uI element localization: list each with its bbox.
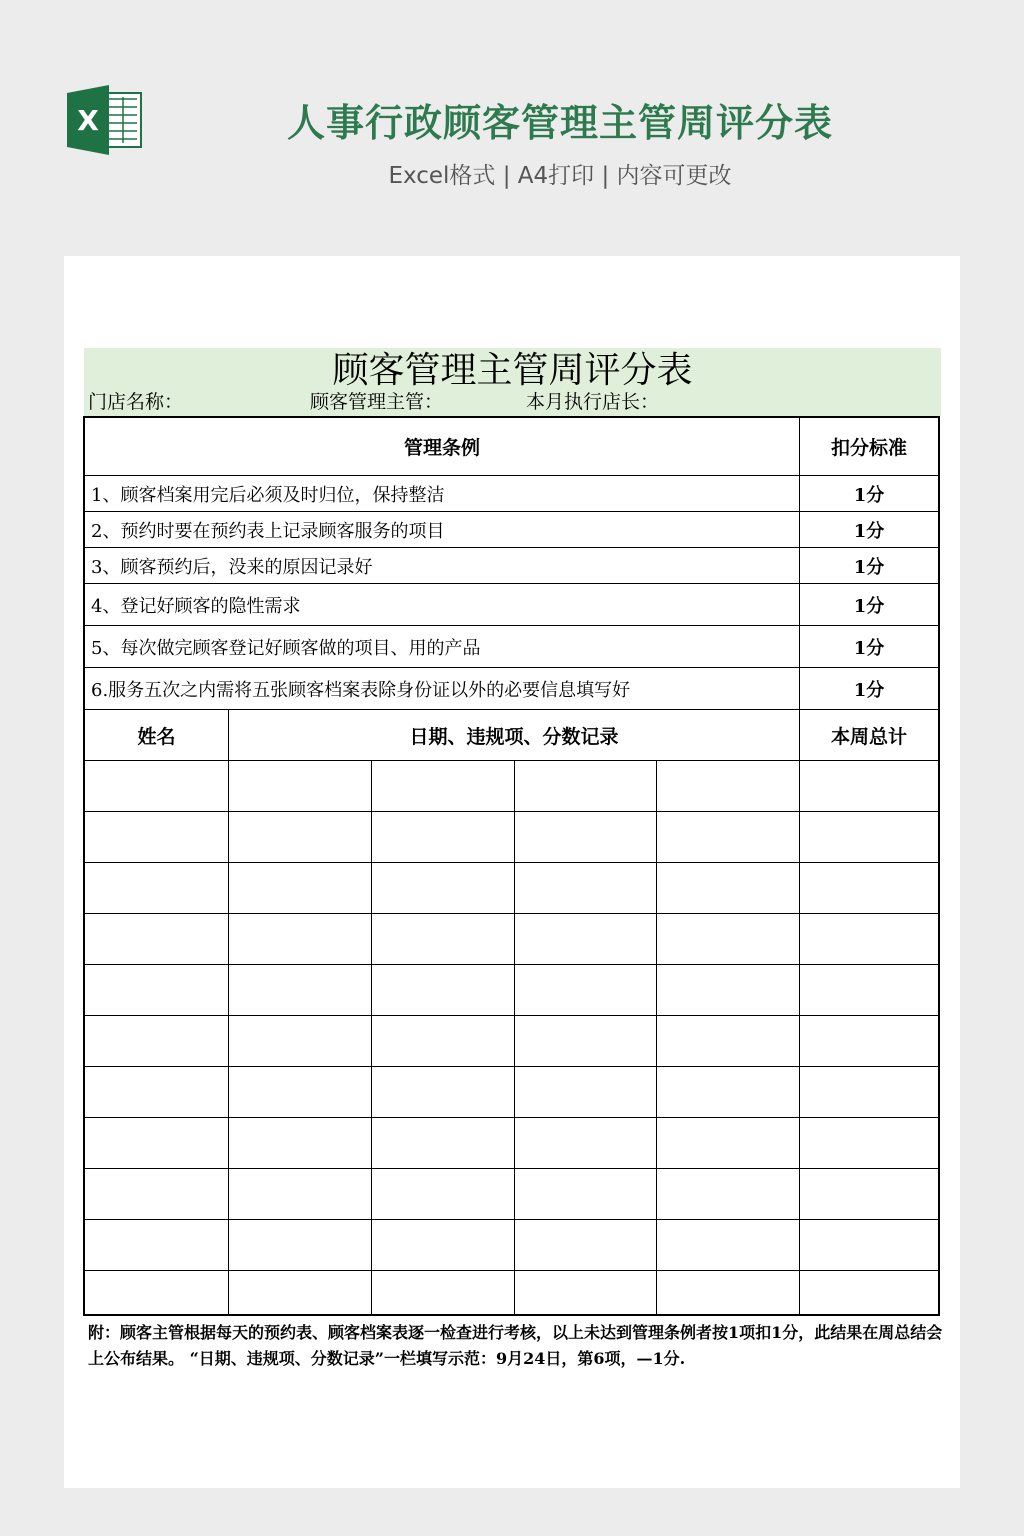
record-cell[interactable] (656, 1118, 799, 1168)
record-cell[interactable] (656, 1169, 799, 1219)
record-cell[interactable] (514, 1067, 656, 1117)
record-cell[interactable] (514, 812, 656, 862)
record-cell[interactable] (228, 914, 371, 964)
total-cell[interactable] (799, 1220, 938, 1270)
total-cell[interactable] (799, 1169, 938, 1219)
record-cell[interactable] (371, 1220, 514, 1270)
record-cell[interactable] (371, 914, 514, 964)
excel-icon (67, 85, 143, 155)
rule-row (85, 625, 938, 667)
record-cell[interactable] (514, 761, 656, 811)
record-cell[interactable] (371, 1169, 514, 1219)
rule-row (85, 475, 938, 511)
record-cell[interactable] (371, 1118, 514, 1168)
rule-text: 4、登记好顾客的隐性需求 (91, 595, 301, 617)
record-cell[interactable] (371, 812, 514, 862)
record-cell[interactable] (228, 965, 371, 1015)
rule-score: 1分 (799, 626, 938, 667)
record-row (85, 1219, 938, 1270)
total-cell[interactable] (799, 812, 938, 862)
record-cell[interactable] (656, 863, 799, 913)
rule-score: 1分 (799, 512, 938, 547)
record-cell[interactable] (228, 1067, 371, 1117)
record-cell[interactable] (371, 965, 514, 1015)
record-cell[interactable] (514, 1016, 656, 1066)
banner-title: 人事行政顾客管理主管周评分表 (286, 101, 833, 145)
banner-subtitle: Excel格式 | A4打印 | 内容可更改 (388, 163, 732, 189)
rule-text: 6.服务五次之内需将五张顾客档案表除身份证以外的必要信息填写好 (91, 679, 631, 701)
name-cell[interactable] (85, 1118, 228, 1168)
total-cell[interactable] (799, 1016, 938, 1066)
rule-text: 2、预约时要在预约表上记录顾客服务的项目 (91, 520, 445, 542)
record-cell[interactable] (228, 1169, 371, 1219)
name-cell[interactable] (85, 965, 228, 1015)
record-cell[interactable] (228, 1016, 371, 1066)
record-cell[interactable] (514, 1118, 656, 1168)
name-cell[interactable] (85, 1067, 228, 1117)
record-cell[interactable] (228, 863, 371, 913)
footnote: 附：顾客主管根据每天的预约表、顾客档案表逐一检查进行考核，以上未达到管理条例者按1项扣1分，此结果在周总结会上公布结果。 “日期、违规项、分数记录”一栏填写示范：9月24日，第6项，—1分. (88, 1323, 943, 1368)
record-cell[interactable] (228, 1271, 371, 1314)
name-cell[interactable] (85, 812, 228, 862)
record-cell[interactable] (228, 812, 371, 862)
name-cell[interactable] (85, 1271, 228, 1314)
record-cell[interactable] (514, 1220, 656, 1270)
rule-row (85, 583, 938, 625)
total-cell[interactable] (799, 1271, 938, 1314)
record-cell[interactable] (514, 914, 656, 964)
rule-score: 1分 (799, 668, 938, 709)
rule-row (85, 547, 938, 583)
rule-text: 5、每次做完顾客登记好顾客做的项目、用的产品 (91, 637, 481, 659)
record-row (85, 862, 938, 913)
name-header: 姓名 (137, 725, 176, 748)
name-cell[interactable] (85, 1220, 228, 1270)
name-cell[interactable] (85, 914, 228, 964)
record-cell[interactable] (371, 761, 514, 811)
record-cell[interactable] (656, 1271, 799, 1314)
total-cell[interactable] (799, 863, 938, 913)
record-cell[interactable] (656, 914, 799, 964)
rule-score: 1分 (799, 548, 938, 583)
rule-score: 1分 (799, 584, 938, 625)
score-table (83, 416, 940, 1316)
record-row (85, 913, 938, 964)
record-header-row (85, 709, 938, 760)
record-cell[interactable] (656, 812, 799, 862)
name-cell[interactable] (85, 1016, 228, 1066)
name-cell[interactable] (85, 863, 228, 913)
total-cell[interactable] (799, 1067, 938, 1117)
supervisor-label: 顾客管理主管： (310, 391, 444, 413)
record-cell[interactable] (656, 965, 799, 1015)
total-cell[interactable] (799, 965, 938, 1015)
store-name-label: 门店名称： (88, 391, 184, 413)
record-cell[interactable] (228, 1220, 371, 1270)
name-cell[interactable] (85, 1169, 228, 1219)
rule-row (85, 667, 938, 709)
record-cell[interactable] (514, 965, 656, 1015)
record-cell[interactable] (656, 1067, 799, 1117)
rule-score: 1分 (799, 476, 938, 511)
sheet-header (84, 348, 941, 416)
name-cell[interactable] (85, 761, 228, 811)
record-cell[interactable] (656, 1016, 799, 1066)
record-cell[interactable] (656, 761, 799, 811)
record-row (85, 1066, 938, 1117)
record-cell[interactable] (371, 863, 514, 913)
score-header: 扣分标准 (799, 418, 938, 475)
record-row (85, 811, 938, 862)
rule-text: 3、顾客预约后，没来的原因记录好 (91, 556, 373, 578)
record-row (85, 760, 938, 811)
record-row (85, 1015, 938, 1066)
records-header: 日期、违规项、分数记录 (228, 710, 799, 760)
record-cell[interactable] (371, 1271, 514, 1314)
record-row (85, 964, 938, 1015)
record-cell[interactable] (514, 863, 656, 913)
record-cell[interactable] (371, 1067, 514, 1117)
record-row (85, 1117, 938, 1168)
total-cell[interactable] (799, 914, 938, 964)
sheet-title: 顾客管理主管周评分表 (332, 350, 693, 391)
rule-row (85, 511, 938, 547)
record-cell[interactable] (656, 1220, 799, 1270)
record-cell[interactable] (228, 1118, 371, 1168)
total-cell[interactable] (799, 761, 938, 811)
record-cell[interactable] (514, 1271, 656, 1314)
rules-header: 管理条例 (403, 437, 480, 459)
manager-label: 本月执行店长： (526, 391, 660, 413)
record-cell[interactable] (514, 1169, 656, 1219)
rules-header-row (85, 418, 938, 475)
total-header: 本周总计 (799, 710, 938, 760)
record-row (85, 1168, 938, 1219)
total-cell[interactable] (799, 1118, 938, 1168)
rule-text: 1、顾客档案用完后必须及时归位，保持整洁 (91, 484, 445, 506)
record-cell[interactable] (228, 761, 371, 811)
record-row (85, 1270, 938, 1314)
record-cell[interactable] (371, 1016, 514, 1066)
excel-logo-letter: X (77, 104, 99, 137)
